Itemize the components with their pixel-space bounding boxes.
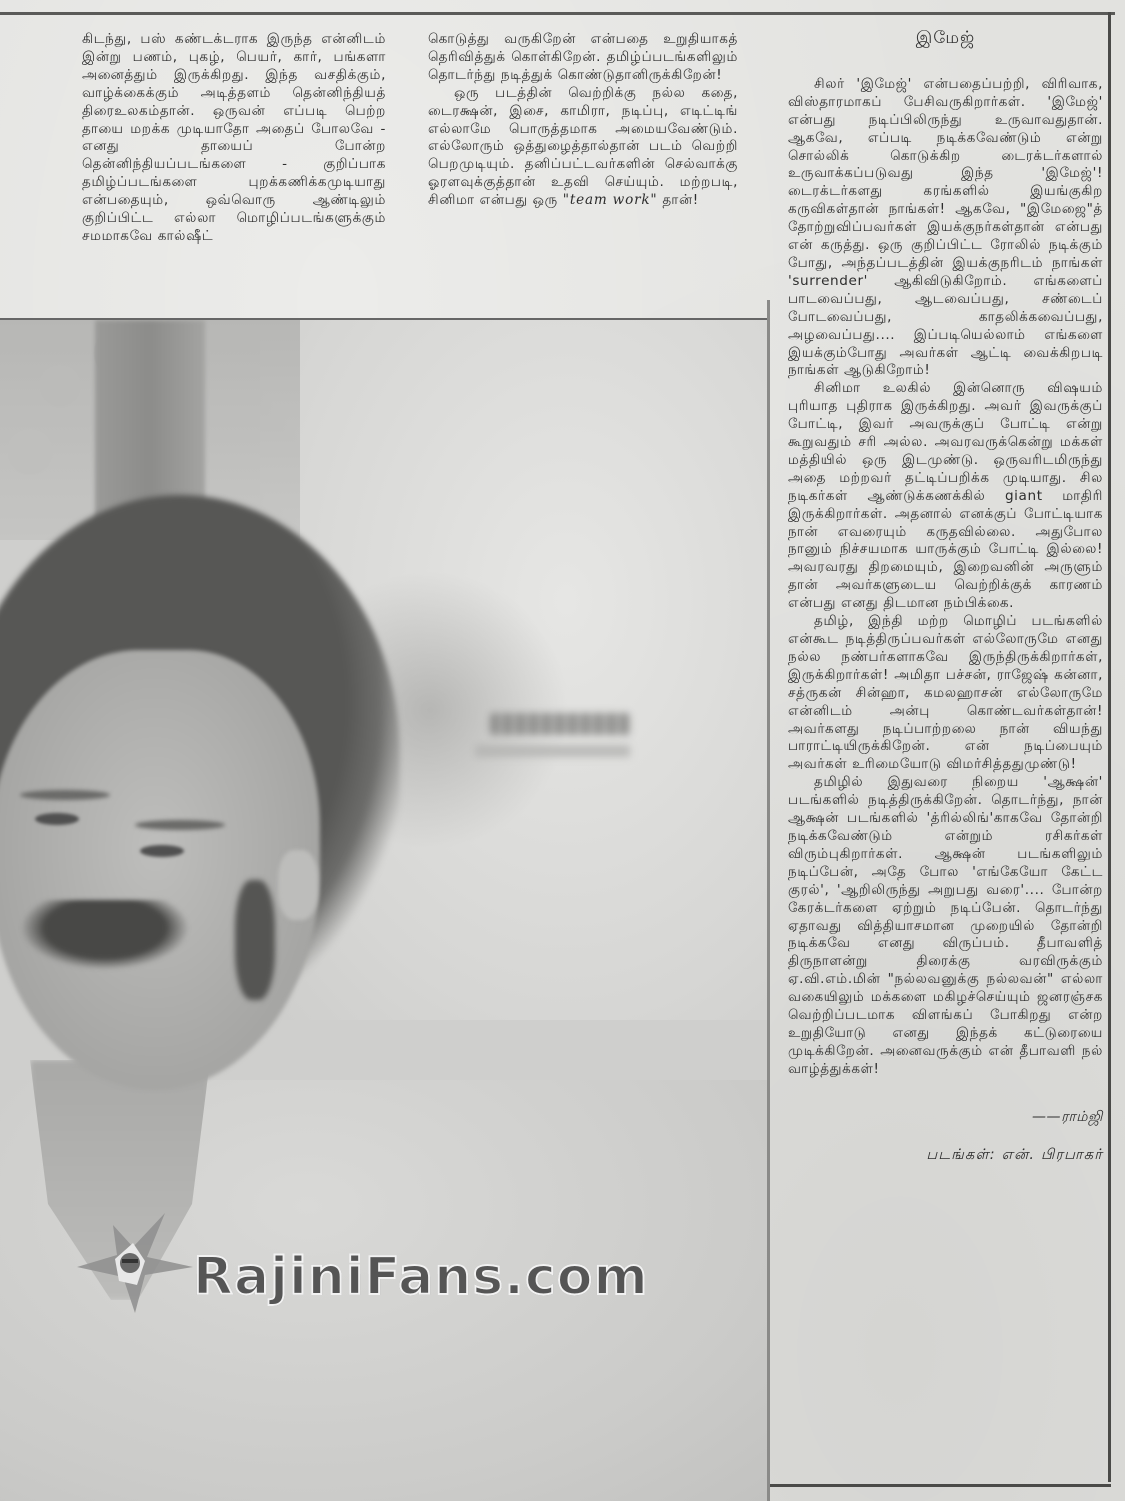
blurred-caption-subline <box>475 745 630 757</box>
photo-sideburn <box>235 880 275 1000</box>
star-icon <box>75 1205 195 1315</box>
article-column-1 <box>82 31 386 246</box>
right-column-border <box>1108 12 1111 1482</box>
blurred-caption <box>490 713 630 735</box>
photo-brow-right <box>135 820 225 830</box>
watermark-logo <box>75 1205 755 1315</box>
column-2-paragraph-2 <box>428 85 738 210</box>
article-column-2 <box>428 31 738 210</box>
photo-face <box>0 650 320 1090</box>
photo-right-border <box>767 300 770 1501</box>
photo-brow-left <box>20 790 110 800</box>
author-signature: ——ராம்ஜி <box>1031 1108 1103 1125</box>
article-column-3 <box>788 30 1103 1164</box>
portrait-photo <box>0 320 770 1501</box>
column-3-paragraph-2: சினிமா உலகில் இன்னொரு விஷயம் புரியாத புதிராக இருக்கிறது. அவர் இவருக்குப் போட்டி, இவர் அவருக்குப் போட்டி என்று கூறுவதும் சரி அல்ல. அவரவருக்கென்று மக்கள் மத்தியில் ஒரு இடமுண்டு. ஒருவரிடமிருந்து அதை மற்றவர் தட்டிப்பறிக்க முடியாது. சில நடிகர்கள் ஆண்டுக்கணக்கில் giant மாதிரி இருக்கிறார்கள். அதனால் எனக்குப் போட்டியாக நான் எவரையும் கருதவில்லை. அதுபோல நானும் நிச்சயமாக யாருக்கும் போட்டி இல்லை! அவரவரது திறமையும், இறைவனின் அருளும் தான் அவர்களுடைய வெற்றிக்குக் காரணம் என்பது எனது திடமான நம்பிக்கை. <box>788 380 1103 612</box>
bottom-divider <box>770 1484 1111 1487</box>
column-3-paragraph-3: தமிழ், இந்தி மற்ற மொழிப் படங்களில் என்கூட நடித்திருப்பவர்கள் எல்லோருமே எனது நல்ல நண்பர்களாகவே இருந்திருக்கிறார்கள், இருக்கிறார்கள்! அமிதா பச்சன், ராஜேஷ் கன்னா, சத்ருகன் சின்ஹா, கமலஹாசன் எல்லோருமே என்னிடம் அன்பு கொண்டவர்கள்தான்! அவர்களது நடிப்பாற்றலை நான் வியந்து பாராட்டியிருக்கிறேன். என் நடிப்பையும் அவர்கள் உரிமையோடு விமர்சித்ததுமுண்டு! <box>788 613 1103 773</box>
column-3-paragraph-1: சிலர் 'இமேஜ்' என்பதைப்பற்றி, விரிவாக, விஸ்தாரமாகப் பேசிவருகிறார்கள். 'இமேஜ்' என்பது நடிப்பிலிருந்து உருவாவதுதான். ஆகவே, எப்படி நடிக்கவேண்டும் என்று சொல்லிக் கொடுக்கிற டைரக்டர்களால் உருவாக்கப்படுவது இந்த 'இமேஜ்'! டைரக்டர்களது கரங்களில் இயங்குகிற கருவிகள்தான் நாங்கள்! ஆகவே, "இமேஜை"த் தோற்றுவிப்பவர்கள் இயக்குநர்கள்தான் என்பது என் கருத்து. ஒரு குறிப்பிட்ட ரோலில் நடிக்கும் போது, அந்தப்படத்தின் இயக்குநரிடம் நாங்கள் 'surrender' ஆகிவிடுகிறோம். எங்களைப் பாடவைப்பது, ஆடவைப்பது, சண்டைப் போடவைப்பது, காதலிக்கவைப்பது, அழவைப்பது.... இப்படியெல்லாம் எங்களை இயக்கும்போது அவர்கள் ஆட்டி வைக்கிறபடி நாங்கள் ஆடுகிறோம்! <box>788 75 1103 379</box>
closing-word: தான்! <box>662 192 699 209</box>
column-2-paragraph-2-text: ஒரு படத்தின் வெற்றிக்கு நல்ல கதை, டைரக்ஷன், இசை, காமிரா, நடிப்பு, எடிட்டிங் எல்லாமே பொருத்தமாக அமையவேண்டும். எல்லோரும் ஒத்துழைத்தால்தான் படம் வெற்றி பெறமுடியும். தனிப்பட்டவர்களின் செல்வாக்கு ஓரளவுக்குத்தான் உதவி செய்யும். மற்றபடி, சினிமா என்பது ஒரு <box>428 84 738 209</box>
photo-eye-left <box>35 813 79 825</box>
column-1-paragraph: கிடந்து, பஸ் கண்டக்டராக இருந்த என்னிடம் இன்று பணம், புகழ், பெயர், கார், பங்களா அனைத்தும் இருக்கிறது. இந்த வசதிக்கும், வாழ்க்கைக்கும் அடித்தளம் தென்னிந்தியத் திரைஉலகம்தான். ஒருவன் எப்படி பெற்ற தாயை மறக்க முடியாதோ அதைப் போலவே - எனது தாயைப் போன்ற தென்னிந்தியப்படங்களை - குறிப்பாக தமிழ்ப்படங்களை புறக்கணிக்கமுடியாது என்பதையும், ஒவ்வொரு ஆண்டிலும் குறிப்பிட்ட எல்லா மொழிப்படங்களுக்கும் சமமாகவே கால்ஷீட் <box>82 31 386 244</box>
photo-moustache <box>20 900 190 970</box>
watermark-text: RajiniFans.com <box>193 1247 649 1307</box>
photo-ear <box>278 850 318 920</box>
top-divider <box>0 12 1115 15</box>
photo-eye-right <box>140 845 184 857</box>
column-2-paragraph-1: கொடுத்து வருகிறேன் என்பதை உறுதியாகத் தெரிவித்துக் கொள்கிறேன். தமிழ்ப்படங்களிலும் தொடர்ந்து நடித்துக் கொண்டுதானிருக்கிறேன்! <box>428 31 738 83</box>
section-title: இமேஜ் <box>915 28 976 48</box>
photo-credit: படங்கள்: என். பிரபாகர் <box>926 1146 1103 1163</box>
english-phrase: "team work" <box>562 192 658 209</box>
column-3-paragraph-4: தமிழில் இதுவரை நிறைய 'ஆக்ஷன்' படங்களில் நடித்திருக்கிறேன். தொடர்ந்து, நான் ஆக்ஷன் படங்களில் 'த்ரில்லிங்'காகவே தோன்றி நடிக்கவேண்டும் என்றும் ரசிகர்கள் விரும்புகிறார்கள். ஆக்ஷன் படங்களிலும் நடிப்பேன், அதே போல 'எங்கேயோ கேட்ட குரல்', 'ஆறிலிருந்து அறுபது வரை'.... போன்ற கேரக்டர்களை ஏற்றும் நடிப்பேன். தொடர்ந்து ஏதாவது வித்தியாசமான முறையில் தோன்றி நடிக்கவே எனது விருப்பம். தீபாவளித் திருநாளன்று திரைக்கு வரவிருக்கும் ஏ.வி.எம்.மின் "நல்லவனுக்கு நல்லவன்" எல்லா வகையிலும் மக்களை மகிழச்செய்யும் ஜனரஞ்சக வெற்றிப்படமாக விளங்கப் போகிறது என்ற உறுதியோடு எனது இந்தக் கட்டுரையை முடிக்கிறேன். அனைவருக்கும் என் தீபாவளி நல் வாழ்த்துக்கள்! <box>788 774 1103 1077</box>
